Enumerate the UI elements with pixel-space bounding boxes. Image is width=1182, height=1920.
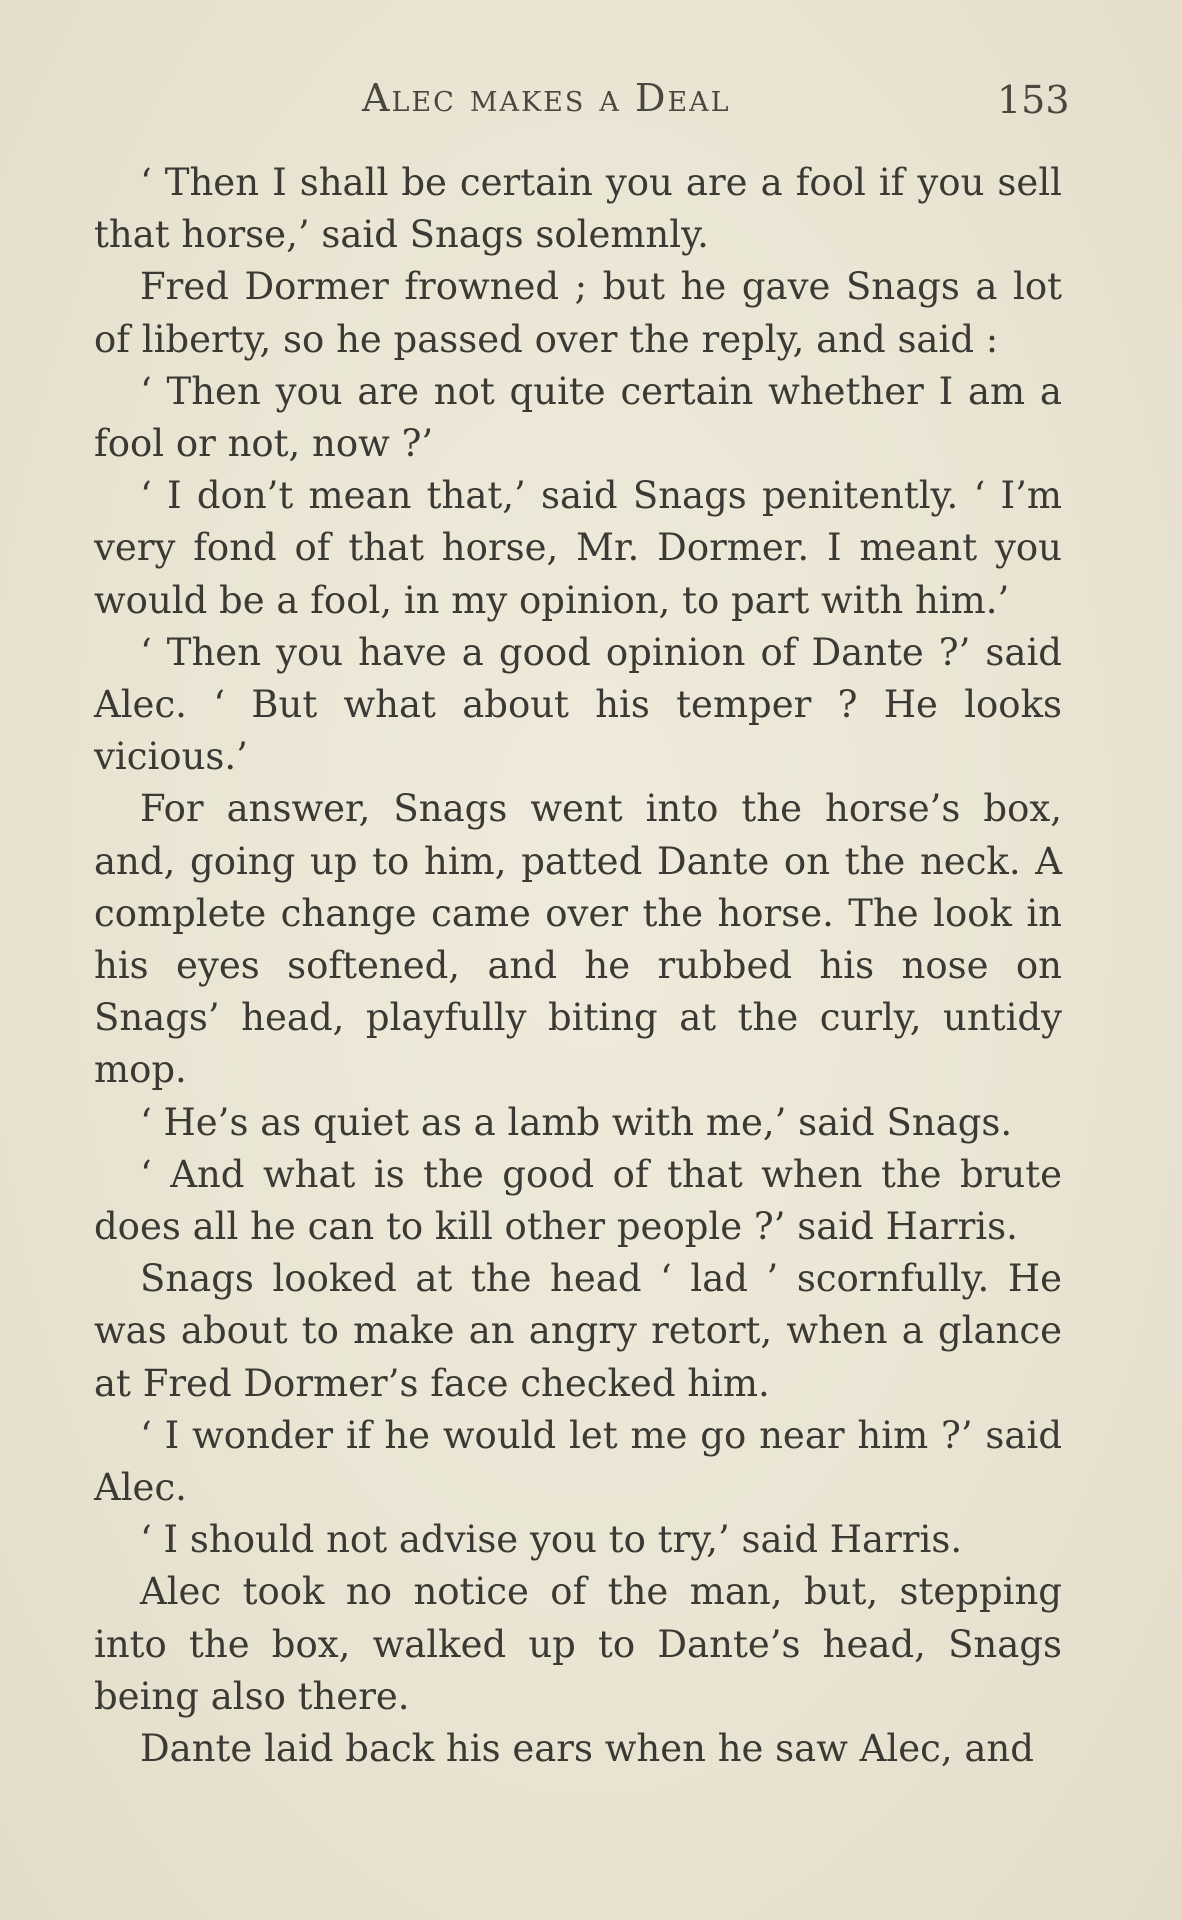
paragraph: Fred Dormer frowned ; but he gave Snags a lot of liberty, so he passed over the reply, and said : — [94, 265, 1062, 361]
paragraph: ‘ Then you are not quite certain whether I am a fool or not, now ?’ — [94, 369, 1062, 466]
paragraph: ‘ He’s as quiet as a lamb with me,’ said Snags. — [140, 1100, 1013, 1144]
body-text — [94, 157, 1062, 1775]
paragraph: Alec took no notice of the man, but, stepping into the box, walked up to Dante’s head, Snags being also there. — [94, 1570, 1062, 1718]
paragraph: Dante laid back his ears when he saw Alec, and — [140, 1727, 1034, 1771]
page-number: 153 — [997, 78, 1070, 122]
paragraph: ‘ Then I shall be certain you are a fool if you sell that horse,’ said Snags solemnly. — [94, 161, 1062, 257]
paragraph: ‘ Then you have a good opinion of Dante ?’ said Alec. ‘ But what about his temper ? He looks vicious.’ — [94, 630, 1062, 779]
paragraph: ‘ And what is the good of that when the brute does all he can to kill other people ?’ said Harris. — [94, 1152, 1062, 1249]
paragraph: For answer, Snags went into the horse’s box, and, going up to him, patted Dante on the neck. A complete change came over the horse. The look in his eyes softened, and he rubbed his nose on Snags’ head, playfully biting at the curly, untidy mop. — [94, 787, 1062, 1092]
paragraph: ‘ I should not advise you to try,’ said Harris. — [140, 1518, 963, 1562]
paragraph: ‘ I don’t mean that,’ said Snags penitently. ‘ I’m very fond of that horse, Mr. Dormer. I meant you would be a fool, in my opinion, to part with him.’ — [94, 474, 1062, 622]
running-head — [0, 76, 1182, 126]
chapter-title: Alec makes a Deal — [362, 76, 731, 120]
paragraph: Snags looked at the head ‘ lad ’ scornfully. He was about to make an angry retort, when a glance at Fred Dormer’s face checked him. — [94, 1257, 1062, 1405]
paragraph: ‘ I wonder if he would let me go near him ?’ said Alec. — [94, 1413, 1062, 1510]
